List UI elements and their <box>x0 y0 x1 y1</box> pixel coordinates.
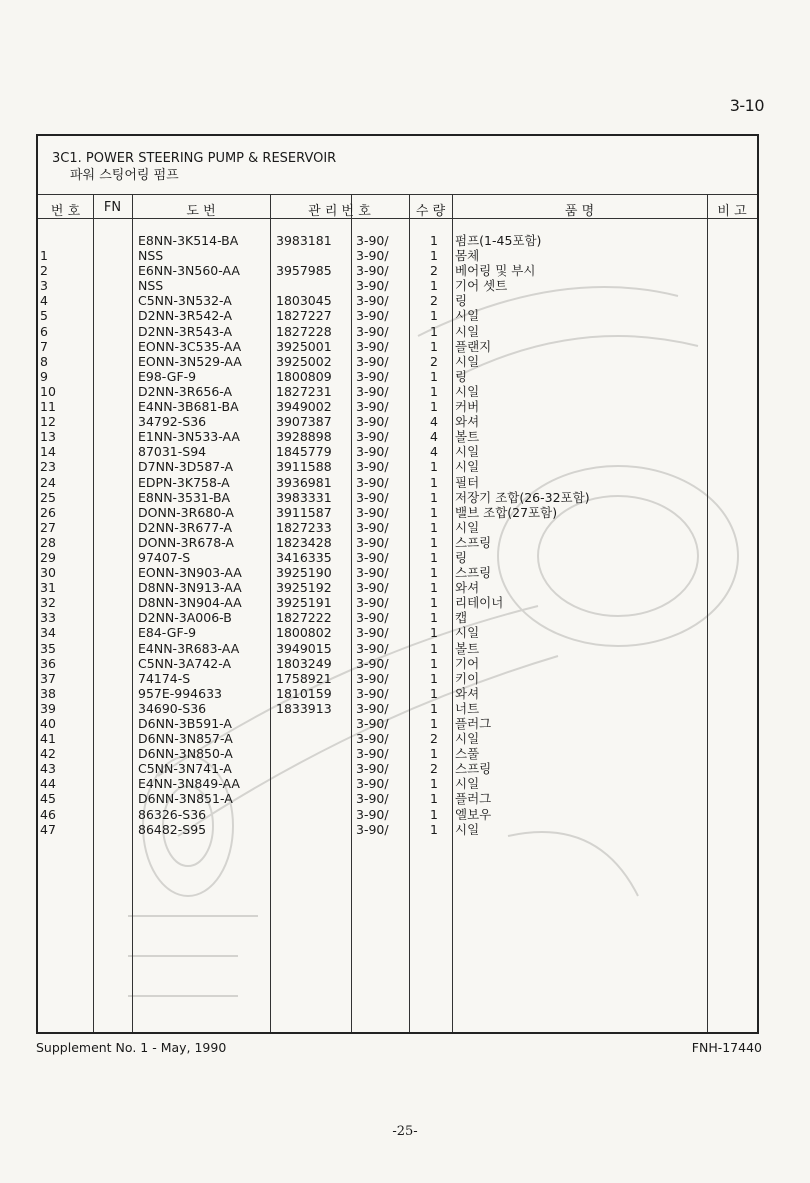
quantity: 1 <box>430 338 438 354</box>
part-number: 34690-S36 <box>138 700 207 716</box>
quantity: 1 <box>430 233 438 248</box>
reference-code: 3-90/ <box>356 580 389 596</box>
reference-code: 3-90/ <box>356 821 389 837</box>
reference-code: 3-90/ <box>356 293 389 309</box>
reference-code: 3-90/ <box>356 761 389 777</box>
reference-code: 3-90/ <box>356 489 389 505</box>
quantity: 1 <box>430 595 438 611</box>
management-number <box>276 248 352 263</box>
reference-code: 3-90/ <box>356 700 389 716</box>
item-number: 9 <box>40 368 48 384</box>
management-number <box>276 776 352 791</box>
management-number: 3949015 <box>276 640 332 656</box>
item-number: 30 <box>40 565 56 581</box>
reference-code: 3-90/ <box>356 308 389 324</box>
management-number <box>276 716 352 731</box>
management-number: 1803249 <box>276 655 332 671</box>
management-number: 1827222 <box>276 610 332 626</box>
part-name: 시일 <box>455 308 480 324</box>
part-name: 리테이너 <box>455 595 504 611</box>
reference-code: 3-90/ <box>356 565 389 581</box>
item-number: 23 <box>40 459 56 475</box>
part-number: 86482-S95 <box>138 821 207 837</box>
part-name: 시일 <box>455 776 480 792</box>
part-name: 볼트 <box>455 640 480 656</box>
part-name: 와셔 <box>455 685 480 701</box>
item-number: 27 <box>40 519 56 535</box>
item-number: 47 <box>40 821 56 837</box>
quantity: 1 <box>430 399 438 415</box>
management-number: 3983331 <box>276 489 332 505</box>
management-number: 1827228 <box>276 323 332 339</box>
management-number: 3936981 <box>276 474 332 490</box>
part-name: 스프링 <box>455 565 492 581</box>
reference-code: 3-90/ <box>356 806 389 822</box>
quantity: 4 <box>430 429 438 445</box>
reference-code: 3-90/ <box>356 263 389 279</box>
column-quantities <box>414 233 438 837</box>
part-number: E84-GF-9 <box>138 625 197 641</box>
part-number: D7NN-3D587-A <box>138 459 234 475</box>
item-number <box>40 233 92 248</box>
part-name: 시일 <box>455 444 480 460</box>
quantity: 4 <box>430 414 438 430</box>
item-number: 38 <box>40 685 56 701</box>
supplement-note: Supplement No. 1 - May, 1990 <box>36 1040 227 1055</box>
reference-code: 3-90/ <box>356 670 389 686</box>
quantity: 1 <box>430 580 438 596</box>
reference-code: 3-90/ <box>356 338 389 354</box>
management-number: 3911588 <box>276 459 332 475</box>
part-number: E1NN-3N533-AA <box>138 429 240 445</box>
part-number: D6NN-3N851-A <box>138 791 233 807</box>
item-number: 45 <box>40 791 56 807</box>
part-number: EONN-3N903-AA <box>138 565 242 581</box>
part-name: 시일 <box>455 323 480 339</box>
reference-code: 3-90/ <box>356 474 389 490</box>
header-no: 번 호 <box>50 204 81 219</box>
part-number: D6NN-3B591-A <box>138 716 232 731</box>
management-number: 3957985 <box>276 263 332 279</box>
management-number: 1823428 <box>276 534 332 550</box>
quantity: 2 <box>430 761 438 777</box>
part-number: E4NN-3N849-AA <box>138 776 240 792</box>
column-divider <box>93 194 94 1032</box>
header-management-number: 관 리 번 호 <box>308 204 371 219</box>
item-number: 29 <box>40 549 56 565</box>
item-number: 4 <box>40 293 48 309</box>
item-number: 13 <box>40 429 56 445</box>
quantity: 1 <box>430 821 438 837</box>
quantity: 1 <box>430 489 438 505</box>
reference-code: 3-90/ <box>356 504 389 520</box>
part-number: E98-GF-9 <box>138 368 197 384</box>
management-number <box>276 746 352 761</box>
part-name: 커버 <box>455 399 480 415</box>
management-number: 1827231 <box>276 383 332 399</box>
part-number: D2NN-3R543-A <box>138 323 233 339</box>
title-block <box>52 150 336 184</box>
item-number: 8 <box>40 353 48 369</box>
item-number: 26 <box>40 504 56 520</box>
part-number: NSS <box>138 248 164 264</box>
quantity: 1 <box>430 323 438 339</box>
reference-code: 3-90/ <box>356 746 389 762</box>
reference-code: 3-90/ <box>356 776 389 792</box>
part-name: 링 <box>455 368 468 384</box>
item-number: 43 <box>40 761 56 777</box>
management-number: 3928898 <box>276 429 332 445</box>
part-number: 86326-S36 <box>138 806 207 822</box>
column-reference <box>356 233 410 837</box>
quantity: 1 <box>430 610 438 626</box>
part-name: 스풀 <box>455 746 480 762</box>
quantity: 1 <box>430 383 438 399</box>
management-number: 3925001 <box>276 338 332 354</box>
part-number: 97407-S <box>138 549 191 565</box>
part-name: 링 <box>455 549 468 565</box>
reference-code: 3-90/ <box>356 233 389 248</box>
item-number: 14 <box>40 444 56 460</box>
part-name: 너트 <box>455 700 480 716</box>
management-number: 1758921 <box>276 670 332 686</box>
item-number: 34 <box>40 625 56 641</box>
part-number: C5NN-3A742-A <box>138 655 232 671</box>
management-number: 1845779 <box>276 444 332 460</box>
part-number: D6NN-3N857-A <box>138 731 233 747</box>
part-number: NSS <box>138 278 164 294</box>
part-name: 링 <box>455 293 468 309</box>
part-number: DONN-3R678-A <box>138 534 234 550</box>
part-name: 기어 <box>455 655 480 671</box>
part-number: EONN-3N529-AA <box>138 353 242 369</box>
part-name: 플러그 <box>455 716 492 731</box>
reference-code: 3-90/ <box>356 731 389 747</box>
quantity: 1 <box>430 519 438 535</box>
column-part-numbers <box>138 233 268 837</box>
management-number: 3925192 <box>276 580 332 596</box>
reference-code: 3-90/ <box>356 444 389 460</box>
page-number-bottom: -25- <box>392 1124 418 1139</box>
part-name: 몸체 <box>455 248 480 264</box>
reference-code: 3-90/ <box>356 625 389 641</box>
reference-code: 3-90/ <box>356 429 389 445</box>
reference-code: 3-90/ <box>356 353 389 369</box>
part-name: 볼트 <box>455 429 480 445</box>
reference-code: 3-90/ <box>356 685 389 701</box>
quantity: 1 <box>430 746 438 762</box>
column-part-names <box>455 233 705 837</box>
reference-code: 3-90/ <box>356 519 389 535</box>
reference-code: 3-90/ <box>356 534 389 550</box>
item-number: 5 <box>40 308 48 324</box>
title-korean: 파워 스팅어링 펌프 <box>70 168 179 183</box>
part-number: D2NN-3R656-A <box>138 383 233 399</box>
part-number: D2NN-3R677-A <box>138 519 233 535</box>
part-number: E8NN-3531-BA <box>138 489 231 505</box>
item-number: 31 <box>40 580 56 596</box>
management-number: 3925002 <box>276 353 332 369</box>
management-number: 3911587 <box>276 504 332 520</box>
quantity: 4 <box>430 444 438 460</box>
part-number: EDPN-3K758-A <box>138 474 230 490</box>
part-name: 키이 <box>455 670 480 686</box>
reference-code: 3-90/ <box>356 716 389 731</box>
management-number <box>276 761 352 776</box>
item-number: 6 <box>40 323 48 339</box>
column-divider <box>270 194 271 1032</box>
document-code: FNH-17440 <box>691 1040 762 1055</box>
reference-code: 3-90/ <box>356 278 389 294</box>
header-part-number: 도 번 <box>186 204 216 219</box>
item-number: 1 <box>40 248 48 264</box>
item-number: 40 <box>40 716 56 731</box>
item-number: 46 <box>40 806 56 822</box>
management-number: 1803045 <box>276 293 332 309</box>
part-number: C5NN-3N532-A <box>138 293 232 309</box>
header-top-rule <box>38 194 757 195</box>
item-number: 12 <box>40 414 56 430</box>
title-english: 3C1. POWER STEERING PUMP & RESERVOIR <box>52 151 337 166</box>
item-number: 7 <box>40 338 48 354</box>
part-name: 시일 <box>455 519 480 535</box>
quantity: 2 <box>430 263 438 279</box>
header-remarks: 비 고 <box>717 204 747 219</box>
part-name: 캡 <box>455 610 468 626</box>
quantity: 1 <box>430 474 438 490</box>
item-number: 11 <box>40 399 56 415</box>
part-name: 저장기 조합(26-32포함) <box>455 489 590 505</box>
quantity: 1 <box>430 776 438 792</box>
quantity: 2 <box>430 293 438 309</box>
reference-code: 3-90/ <box>356 459 389 475</box>
column-item-numbers <box>40 233 92 837</box>
reference-code: 3-90/ <box>356 640 389 656</box>
part-number: E4NN-3B681-BA <box>138 399 239 415</box>
item-number: 35 <box>40 640 56 656</box>
part-name: 시일 <box>455 731 480 747</box>
item-number: 36 <box>40 655 56 671</box>
part-name: 펌프(1-45포함) <box>455 233 542 248</box>
reference-code: 3-90/ <box>356 655 389 671</box>
quantity: 1 <box>430 670 438 686</box>
quantity: 1 <box>430 549 438 565</box>
reference-code: 3-90/ <box>356 323 389 339</box>
part-name: 스프링 <box>455 761 492 777</box>
quantity: 1 <box>430 504 438 520</box>
column-divider <box>452 194 453 1032</box>
quantity: 1 <box>430 806 438 822</box>
management-number: 3907387 <box>276 414 332 430</box>
item-number: 10 <box>40 383 56 399</box>
parts-table-frame <box>36 134 759 1034</box>
header-fn: FN <box>103 200 122 215</box>
part-number: D2NN-3A006-B <box>138 610 232 626</box>
part-name: 베어링 및 부시 <box>455 263 536 279</box>
quantity: 1 <box>430 640 438 656</box>
part-number: 74174-S <box>138 670 191 686</box>
reference-code: 3-90/ <box>356 399 389 415</box>
part-number: 87031-S94 <box>138 444 207 460</box>
part-name: 밸브 조합(27포함) <box>455 504 558 520</box>
quantity: 1 <box>430 308 438 324</box>
part-name: 엘보우 <box>455 806 492 822</box>
part-number: EONN-3C535-AA <box>138 338 242 354</box>
management-number: 1827227 <box>276 308 332 324</box>
quantity: 1 <box>430 625 438 641</box>
part-name: 기어 셋트 <box>455 278 508 294</box>
part-number: C5NN-3N741-A <box>138 761 232 777</box>
quantity: 2 <box>430 353 438 369</box>
column-divider <box>707 194 708 1032</box>
reference-code: 3-90/ <box>356 791 389 807</box>
item-number: 28 <box>40 534 56 550</box>
quantity: 2 <box>430 731 438 747</box>
reference-code: 3-90/ <box>356 383 389 399</box>
management-number <box>276 807 352 822</box>
reference-code: 3-90/ <box>356 549 389 565</box>
quantity: 1 <box>430 368 438 384</box>
management-number <box>276 822 352 837</box>
item-number: 32 <box>40 595 56 611</box>
quantity: 1 <box>430 685 438 701</box>
quantity: 1 <box>430 248 438 264</box>
part-number: D6NN-3N850-A <box>138 746 233 762</box>
part-number: D8NN-3N904-AA <box>138 595 242 611</box>
reference-code: 3-90/ <box>356 248 389 264</box>
part-name: 시일 <box>455 459 480 475</box>
management-number: 1833913 <box>276 700 332 716</box>
part-name: 시일 <box>455 821 480 837</box>
part-name: 시일 <box>455 625 480 641</box>
item-number: 37 <box>40 670 56 686</box>
part-name: 스프링 <box>455 534 492 550</box>
part-name: 플러그 <box>455 791 492 807</box>
part-number: E8NN-3K514-BA <box>138 233 239 248</box>
quantity: 1 <box>430 716 438 731</box>
part-name: 플랜지 <box>455 338 492 354</box>
page-number-top: 3-10 <box>729 96 764 115</box>
item-number: 24 <box>40 474 56 490</box>
item-number: 33 <box>40 610 56 626</box>
part-number: 34792-S36 <box>138 414 207 430</box>
quantity: 1 <box>430 565 438 581</box>
management-number: 3983181 <box>276 233 332 248</box>
management-number <box>276 731 352 746</box>
management-number: 1800802 <box>276 625 332 641</box>
header-quantity: 수 량 <box>415 204 446 219</box>
part-number: E6NN-3N560-AA <box>138 263 240 279</box>
item-number: 41 <box>40 731 56 747</box>
management-number <box>276 791 352 806</box>
part-name: 필터 <box>455 474 480 490</box>
item-number: 44 <box>40 776 56 792</box>
management-number: 1800809 <box>276 368 332 384</box>
quantity: 1 <box>430 459 438 475</box>
part-number: DONN-3R680-A <box>138 504 234 520</box>
reference-code: 3-90/ <box>356 595 389 611</box>
part-name: 와셔 <box>455 414 480 430</box>
quantity: 1 <box>430 534 438 550</box>
item-number: 39 <box>40 700 56 716</box>
part-name: 시일 <box>455 383 480 399</box>
header-part-name: 품 명 <box>564 204 595 219</box>
item-number: 2 <box>40 263 48 279</box>
part-name: 와셔 <box>455 580 480 596</box>
management-number: 3925191 <box>276 595 332 611</box>
item-number: 3 <box>40 278 48 294</box>
part-number: D2NN-3R542-A <box>138 308 233 324</box>
reference-code: 3-90/ <box>356 610 389 626</box>
column-divider <box>132 194 133 1032</box>
part-number: D8NN-3N913-AA <box>138 580 242 596</box>
management-number: 1810159 <box>276 685 332 701</box>
quantity: 1 <box>430 791 438 807</box>
management-number: 3949002 <box>276 399 332 415</box>
reference-code: 3-90/ <box>356 368 389 384</box>
column-management-numbers <box>276 233 352 837</box>
management-number: 3925190 <box>276 565 332 581</box>
reference-code: 3-90/ <box>356 414 389 430</box>
quantity: 1 <box>430 278 438 294</box>
management-number <box>276 278 352 293</box>
part-number: E4NN-3R683-AA <box>138 640 240 656</box>
management-number: 3416335 <box>276 549 332 565</box>
item-number: 42 <box>40 746 56 762</box>
management-number: 1827233 <box>276 519 332 535</box>
part-name: 시일 <box>455 353 480 369</box>
part-number: 957E-994633 <box>138 685 222 701</box>
quantity: 1 <box>430 655 438 671</box>
item-number: 25 <box>40 489 56 505</box>
quantity: 1 <box>430 700 438 716</box>
